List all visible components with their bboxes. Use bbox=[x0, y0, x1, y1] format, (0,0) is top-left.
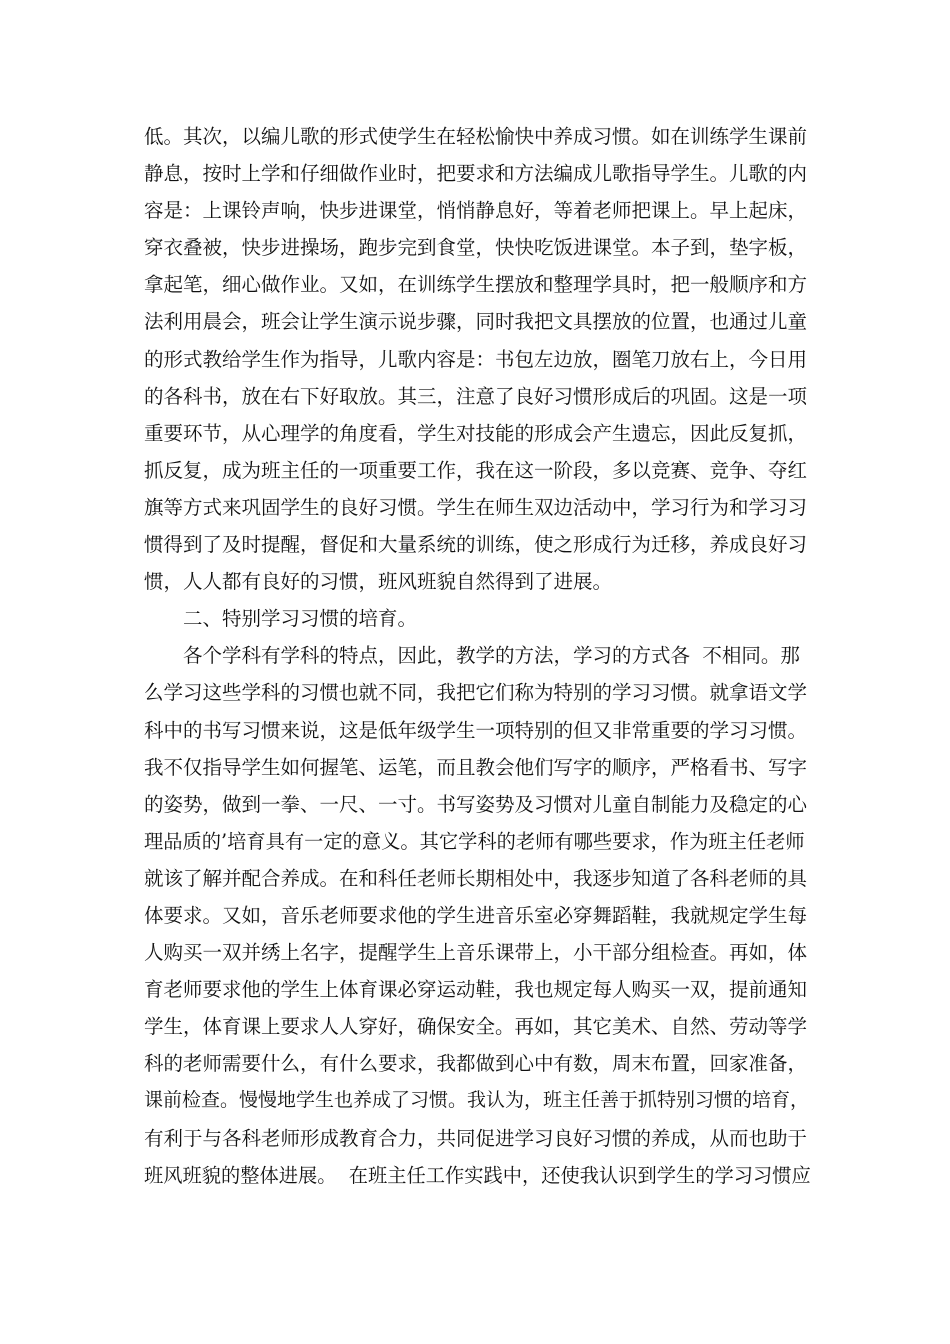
text-line: 学生，体育课上要求人人穿好，确保安全。再如，其它美术、自然、劳动等学 bbox=[144, 1015, 808, 1039]
section-heading: 二、特别学习习惯的培育。 bbox=[144, 607, 418, 631]
text-line: 穿衣叠被，快步进操场，跑步完到食堂，快快吃饭进课堂。本子到，垫字板， bbox=[144, 236, 808, 260]
text-line: 科中的书写习惯来说，这是低年级学生一项特别的但又非常重要的学习习惯。 bbox=[144, 718, 808, 742]
text-line: 静息，按时上学和仔细做作业时，把要求和方法编成儿歌指导学生。儿歌的内 bbox=[144, 162, 808, 186]
text-line: 的形式教给学生作为指导，儿歌内容是：书包左边放，圈笔刀放右上，今日用 bbox=[144, 347, 808, 371]
text-line: 容是：上课铃声响，快步进课堂，悄悄静息好，等着老师把课上。早上起床， bbox=[144, 199, 808, 223]
text-line: 有利于与各科老师形成教育合力，共同促进学习良好习惯的养成，从而也助于 bbox=[144, 1126, 808, 1150]
text-line: 么学习这些学科的习惯也就不同，我把它们称为特别的学习习惯。就拿语文学 bbox=[144, 681, 808, 705]
text-line: 惯得到了及时提醒，督促和大量系统的训练，使之形成行为迁移，养成良好习 bbox=[144, 533, 808, 557]
text-line: 体要求。又如，音乐老师要求他的学生进音乐室必穿舞蹈鞋，我就规定学生每 bbox=[144, 903, 808, 927]
text-line: 抓反复，成为班主任的一项重要工作，我在这一阶段，多以竞赛、竞争、夺红 bbox=[144, 458, 808, 482]
text-line: 法利用晨会，班会让学生演示说步骤，同时我把文具摆放的位置，也通过儿童 bbox=[144, 310, 808, 334]
text-line: 就该了解并配合养成。在和科任老师长期相处中，我逐步知道了各科老师的具 bbox=[144, 866, 808, 890]
text-line: 拿起笔，细心做作业。又如，在训练学生摆放和整理学具时，把一般顺序和方 bbox=[144, 273, 808, 297]
text-line: 的姿势，做到一拳、一尺、一寸。书写姿势及习惯对儿童自制能力及稳定的心 bbox=[144, 792, 808, 816]
text-line: 科的老师需要什么，有什么要求，我都做到心中有数，周末布置，回家准备， bbox=[144, 1052, 808, 1076]
text-line: 各个学科有学科的特点，因此，教学的方法，学习的方式各 不相同。那 bbox=[144, 644, 800, 668]
text-line: 课前检查。慢慢地学生也养成了习惯。我认为，班主任善于抓特别习惯的培育， bbox=[144, 1089, 810, 1112]
text-line: 我不仅指导学生如何握笔、运笔，而且教会他们写字的顺序，严格看书、写字 bbox=[144, 755, 808, 779]
text-line: 低。其次，以编儿歌的形式使学生在轻松愉快中养成习惯。如在训练学生课前 bbox=[144, 125, 808, 148]
text-line: 育老师要求他的学生上体育课必穿运动鞋，我也规定每人购买一双，提前通知 bbox=[144, 978, 808, 1002]
text-line: 人购买一双并绣上名字，提醒学生上音乐课带上，小干部分组检查。再如，体 bbox=[144, 941, 808, 965]
text-line: 重要环节，从心理学的角度看，学生对技能的形成会产生遗忘，因此反复抓， bbox=[144, 421, 808, 445]
text-line: 班风班貌的整体进展。 在班主任工作实践中，还使我认识到学生的学习习惯应 bbox=[144, 1163, 811, 1187]
text-line: 的各科书，放在右下好取放。其三，注意了良好习惯形成后的巩固。这是一项 bbox=[144, 384, 808, 408]
text-line: 理品质的’培育具有一定的意义。其它学科的老师有哪些要求，作为班主任老师 bbox=[144, 829, 805, 853]
body-text bbox=[144, 118, 812, 1194]
text-line: 旗等方式来巩固学生的良好习惯。学生在师生双边活动中，学习行为和学习习 bbox=[144, 495, 808, 519]
text-line: 惯，人人都有良好的习惯，班风班貌自然得到了进展。 bbox=[144, 570, 613, 594]
